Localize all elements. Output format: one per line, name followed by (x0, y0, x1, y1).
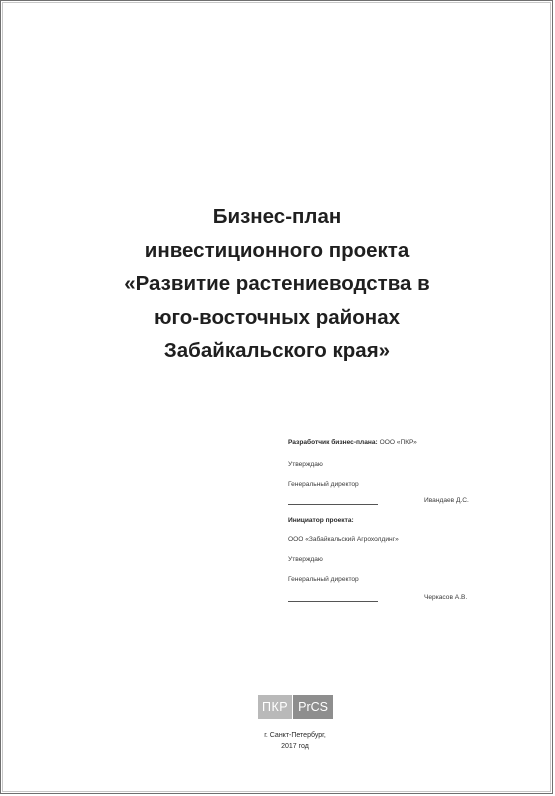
logo-right: PrCS (293, 695, 333, 719)
initiator-name: ООО «Забайкальский Агрохолдинг» (288, 536, 399, 543)
title-line-4: юго-восточных районах (153, 305, 400, 329)
position-2: Генеральный директор (288, 576, 359, 583)
signature-row-1 (288, 496, 518, 505)
logo-left: ПКР (258, 695, 292, 719)
signer-1: Ивандаев Д.С. (424, 497, 469, 504)
developer-label: Разработчик бизнес-плана: (288, 439, 378, 446)
initiator-label: Инициатор проекта: (288, 517, 354, 524)
position-1: Генеральный директор (288, 481, 359, 488)
footer (240, 730, 350, 752)
year: 2017 год (281, 743, 309, 750)
developer-name: ООО «ПКР» (379, 439, 417, 446)
signature-line-2 (288, 594, 378, 602)
signer-2: Черкасов А.В. (424, 594, 468, 601)
company-logo (258, 695, 333, 719)
approved-1: Утверждаю (288, 461, 323, 468)
signature-line-1 (288, 497, 378, 505)
title-line-5: Забайкальского края» (163, 339, 391, 362)
title-line-1: Бизнес-план (212, 205, 342, 228)
document-title (70, 200, 484, 368)
signature-row-2 (288, 593, 518, 602)
title-line-2: инвестиционного проекта (144, 238, 410, 262)
approved-2: Утверждаю (288, 556, 323, 563)
developer-row (288, 438, 417, 447)
title-line-3: «Развитие растениеводства в (124, 272, 430, 295)
city: г. Санкт-Петербург, (264, 732, 326, 739)
